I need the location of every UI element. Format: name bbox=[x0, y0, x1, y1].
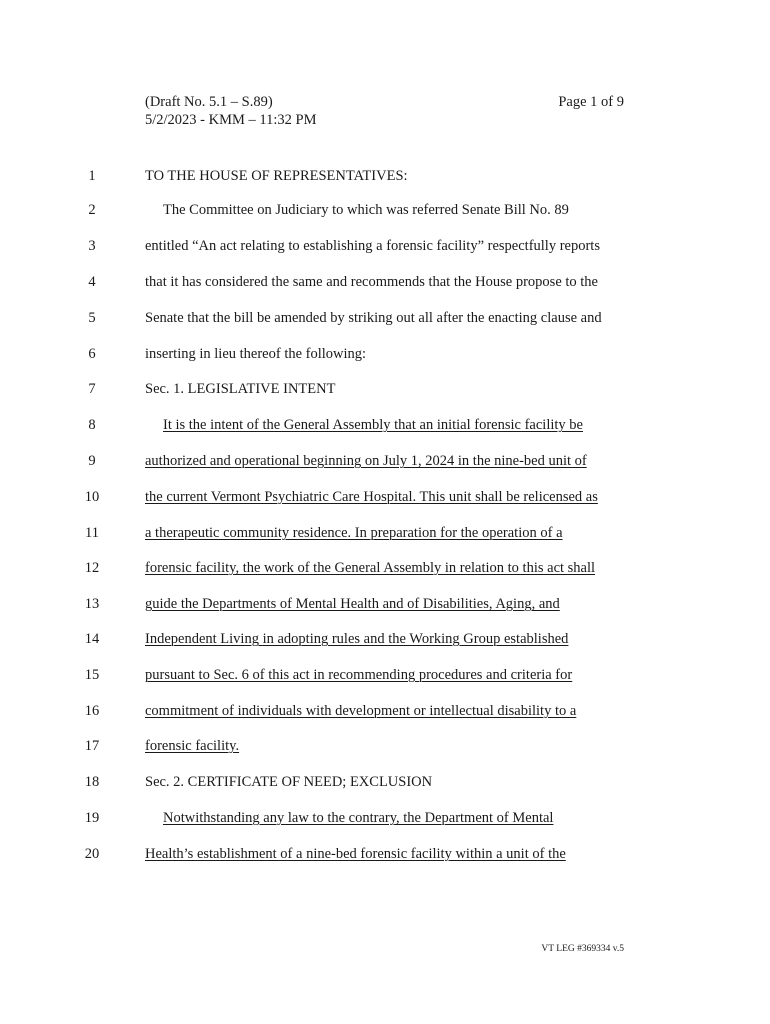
page-indicator: Page 1 of 9 bbox=[558, 94, 624, 110]
document-line bbox=[0, 487, 770, 507]
line-number: 17 bbox=[84, 738, 100, 754]
document-line bbox=[0, 736, 770, 756]
line-number: 15 bbox=[84, 667, 100, 683]
draft-header bbox=[145, 93, 316, 129]
line-number: 20 bbox=[84, 846, 100, 862]
line-text: The Committee on Judiciary to which was referred Senate Bill No. 89 bbox=[163, 202, 569, 218]
line-number: 9 bbox=[88, 453, 96, 469]
line-text: TO THE HOUSE OF REPRESENTATIVES: bbox=[145, 168, 408, 184]
draft-label: (Draft No. 5.1 – S.89) bbox=[145, 94, 273, 110]
document-line bbox=[0, 272, 770, 292]
line-text-inserted: authorized and operational beginning on July 1, 2024 in the nine-bed unit of bbox=[145, 453, 587, 469]
document-line bbox=[0, 844, 770, 864]
line-number: 4 bbox=[88, 274, 96, 290]
line-text-inserted: Notwithstanding any law to the contrary, the Department of Mental bbox=[163, 810, 554, 826]
line-text: inserting in lieu thereof the following: bbox=[145, 346, 367, 362]
line-number: 14 bbox=[84, 631, 100, 647]
document-line bbox=[0, 415, 770, 435]
draft-date-line: 5/2/2023 - KMM – 11:32 PM bbox=[145, 112, 317, 128]
line-text-inserted: a therapeutic community residence. In preparation for the operation of a bbox=[145, 525, 563, 541]
line-number: 3 bbox=[88, 238, 96, 254]
line-text-inserted: guide the Departments of Mental Health and of Disabilities, Aging, and bbox=[145, 596, 560, 612]
line-number: 6 bbox=[88, 346, 96, 362]
document-line bbox=[0, 379, 770, 399]
line-text-inserted: forensic facility. bbox=[145, 738, 240, 754]
line-text-inserted: commitment of individuals with development or intellectual disability to a bbox=[145, 703, 577, 719]
document-line bbox=[0, 665, 770, 685]
section-heading: Sec. 2. CERTIFICATE OF NEED; EXCLUSION bbox=[145, 774, 433, 790]
line-number: 12 bbox=[84, 560, 100, 576]
line-text: Senate that the bill be amended by striking out all after the enacting clause and bbox=[145, 310, 602, 326]
line-number: 10 bbox=[84, 489, 100, 505]
line-number: 13 bbox=[84, 596, 100, 612]
line-number: 16 bbox=[84, 703, 100, 719]
document-line bbox=[0, 808, 770, 828]
line-number: 7 bbox=[88, 381, 96, 397]
document-line bbox=[0, 523, 770, 543]
line-number: 19 bbox=[84, 810, 100, 826]
document-line bbox=[0, 200, 770, 220]
document-line bbox=[0, 772, 770, 792]
section-heading: Sec. 1. LEGISLATIVE INTENT bbox=[145, 381, 336, 397]
line-number: 2 bbox=[88, 202, 96, 218]
line-text-inserted: Independent Living in adopting rules and the Working Group established bbox=[145, 631, 569, 647]
line-text-inserted: Health’s establishment of a nine-bed forensic facility within a unit of the bbox=[145, 846, 566, 862]
document-line bbox=[0, 308, 770, 328]
document-line bbox=[0, 166, 770, 186]
line-number: 1 bbox=[88, 168, 96, 184]
line-text-inserted: pursuant to Sec. 6 of this act in recommending procedures and criteria for bbox=[145, 667, 573, 683]
document-line bbox=[0, 344, 770, 364]
document-line bbox=[0, 236, 770, 256]
line-text-inserted: forensic facility, the work of the General Assembly in relation to this act shall bbox=[145, 560, 596, 576]
document-line bbox=[0, 594, 770, 614]
line-text: that it has considered the same and recommends that the House propose to the bbox=[145, 274, 598, 290]
line-text-inserted: the current Vermont Psychiatric Care Hospital. This unit shall be relicensed as bbox=[145, 489, 598, 505]
document-line bbox=[0, 451, 770, 471]
document-line bbox=[0, 701, 770, 721]
document-line bbox=[0, 558, 770, 578]
line-text: entitled “An act relating to establishing a forensic facility” respectfully reports bbox=[145, 238, 600, 254]
line-number: 5 bbox=[88, 310, 96, 326]
document-line bbox=[0, 629, 770, 649]
line-number: 18 bbox=[84, 774, 100, 790]
document-id-footer: VT LEG #369334 v.5 bbox=[541, 944, 624, 954]
line-number: 11 bbox=[85, 525, 99, 541]
line-number: 8 bbox=[88, 417, 96, 433]
line-text-inserted: It is the intent of the General Assembly that an initial forensic facility be bbox=[163, 417, 583, 433]
